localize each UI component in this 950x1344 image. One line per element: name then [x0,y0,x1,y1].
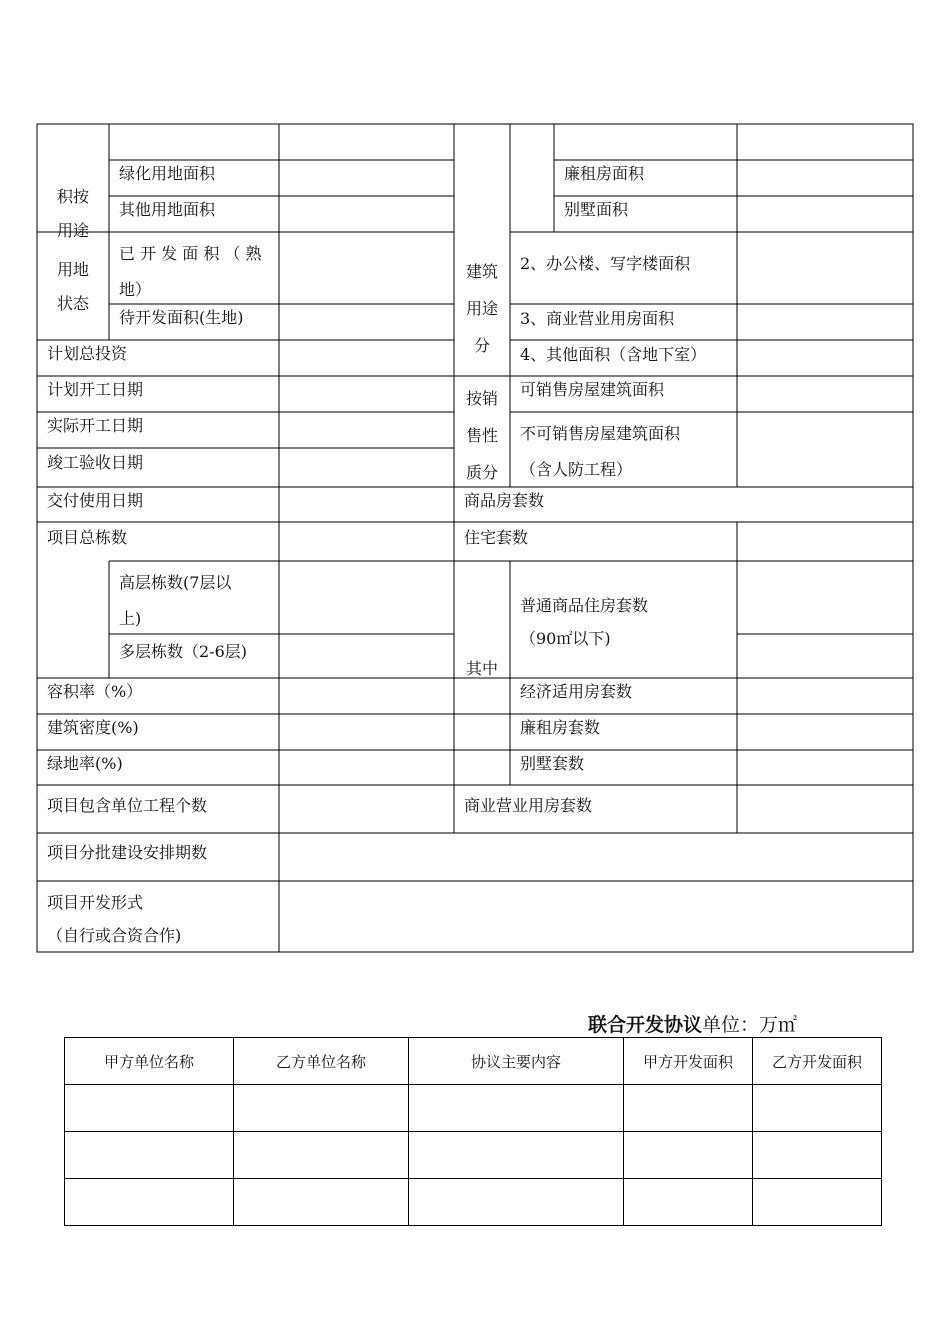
header-content: 协议主要内容 [409,1038,624,1085]
table-cell[interactable] [624,1179,753,1226]
undeveloped-area-label: 待开发面积(生地) [119,308,244,327]
header-area-b: 乙方开发面积 [753,1038,882,1085]
highrise-count-label: 高层栋数(7层以 上) [119,573,232,628]
ordinary-sets-label: 普通商品住房套数 （90㎡以下) [520,596,649,648]
table-cell[interactable] [753,1085,882,1132]
affordable-sets-label: 经济适用房套数 [520,682,633,701]
lowrent-area-label: 廉租房面积 [564,164,645,183]
agreement-unit: 单位：万㎡ [702,1014,798,1036]
table-cell[interactable] [234,1179,409,1226]
table-cell[interactable] [65,1132,234,1179]
table-row [65,1132,882,1179]
table-row [65,1085,882,1132]
agreement-title-text: 联合开发协议 [588,1014,703,1036]
batch-phases-label: 项目分批建设安排期数 [47,843,208,862]
table-cell[interactable] [753,1179,882,1226]
table-cell[interactable] [234,1085,409,1132]
table-cell[interactable] [234,1132,409,1179]
saleable-area-label: 可销售房屋建筑面积 [520,380,665,399]
developed-area-label: 已 开 发 面 积 （ 熟 地） [119,244,262,299]
villa-sets-label: 别墅套数 [520,754,585,773]
among-label: 其中 [465,659,498,678]
total-investment-label: 计划总投资 [47,344,128,363]
header-area-a: 甲方开发面积 [624,1038,753,1085]
greening-rate-label: 绿地率(%) [47,754,123,773]
table-cell[interactable] [409,1132,624,1179]
building-count-label: 项目总栋数 [47,528,128,547]
multistory-count-label: 多层栋数（2-6层) [119,642,248,661]
dev-form-label: 项目开发形式 （自行或合资合作) [47,893,182,945]
agreement-table [64,1037,882,1226]
commercial-area-label: 3、商业营业用房面积 [520,309,675,328]
other-area-label: 其他用地面积 [119,200,216,219]
table-cell[interactable] [624,1085,753,1132]
building-usage-label: 建筑 用途 分 [465,262,498,355]
header-party-b: 乙方单位名称 [234,1038,409,1085]
table-cell[interactable] [65,1179,234,1226]
delivery-date-label: 交付使用日期 [47,491,144,510]
sales-label: 按销 售性 质分 [465,389,498,482]
agreement-title [588,1010,797,1037]
agreement-header-row [65,1038,882,1085]
commodity-sets-label: 商品房套数 [464,491,545,510]
land-state-label: 用地 状态 [56,260,89,313]
header-party-a: 甲方单位名称 [65,1038,234,1085]
table-cell[interactable] [409,1179,624,1226]
actual-start-date-label: 实际开工日期 [47,416,144,435]
residential-sets-label: 住宅套数 [464,528,529,547]
commercial-sets-label: 商业营业用房套数 [464,796,593,815]
other-building-area-label: 4、其他面积（含地下室） [520,345,707,364]
office-area-label: 2、办公楼、写字楼面积 [520,254,691,273]
unsaleable-area-label: 不可销售房屋建筑面积 （含人防工程） [520,424,681,479]
unit-project-count-label: 项目包含单位工程个数 [47,796,208,815]
green-area-label: 绿化用地面积 [119,164,216,183]
villa-area-label: 别墅面积 [564,200,629,219]
table-cell[interactable] [65,1085,234,1132]
lowrent-sets-label: 廉租房套数 [520,718,601,737]
completion-date-label: 竣工验收日期 [47,453,144,472]
usage-group-label: 积按 用途 [56,187,89,240]
table-row [65,1179,882,1226]
plot-ratio-label: 容积率（%） [47,682,143,701]
plan-start-date-label: 计划开工日期 [47,380,144,399]
building-density-label: 建筑密度(%) [47,718,139,737]
table-cell[interactable] [624,1132,753,1179]
table-cell[interactable] [753,1132,882,1179]
table-cell[interactable] [409,1085,624,1132]
